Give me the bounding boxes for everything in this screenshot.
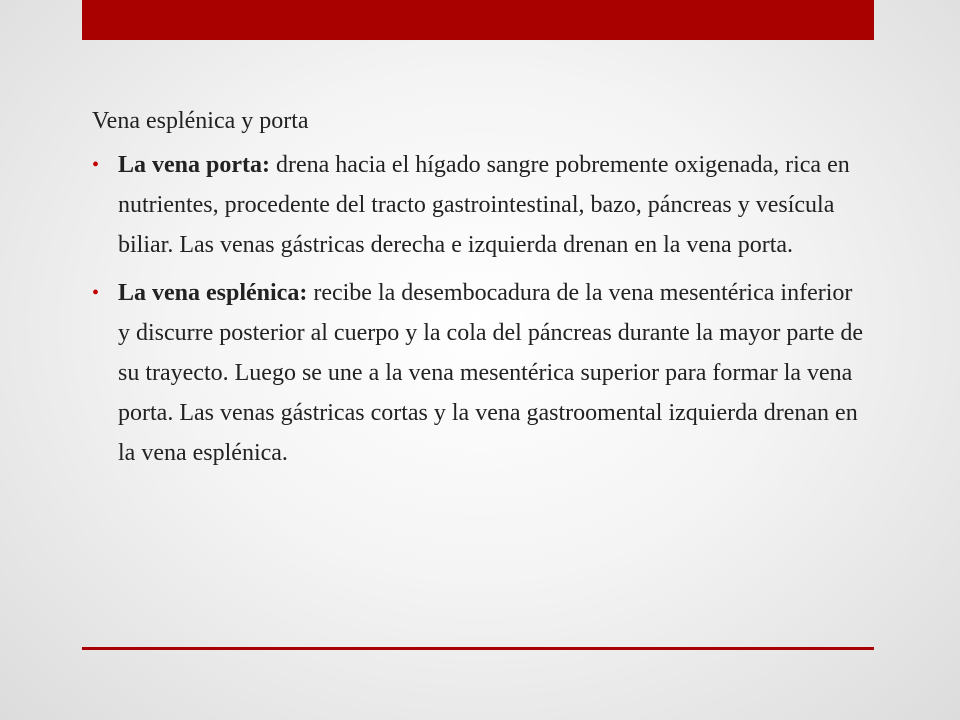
slide-content	[92, 103, 867, 481]
bullet-text: recibe la desembocadura de la vena mesentérica inferior y discurre posterior al cuerpo y la cola del páncreas durante la mayor parte de su trayecto. Luego se une a la vena mesentérica superior para formar la vena porta. Las venas gástricas cortas y la vena gastroomental izquierda drenan en la vena esplénica.	[118, 280, 863, 466]
bullet-term: La vena esplénica:	[118, 280, 308, 306]
bullet-item-vena-porta	[92, 145, 867, 265]
slide-title: Vena esplénica y porta	[92, 108, 309, 134]
bullet-dot-icon: •	[92, 282, 100, 304]
bullet-item-vena-esplenica	[92, 273, 867, 473]
top-accent-bar	[82, 0, 874, 40]
bullet-dot-icon: •	[92, 154, 100, 176]
bullet-term: La vena porta:	[118, 152, 270, 178]
bullet-text: drena hacia el hígado sangre pobremente oxigenada, rica en nutrientes, procedente del tracto gastrointestinal, bazo, páncreas y vesícula biliar. Las venas gástricas derecha e izquierda drenan en la vena porta.	[118, 152, 850, 258]
bullet-list	[92, 145, 867, 473]
bottom-accent-rule	[82, 647, 874, 650]
